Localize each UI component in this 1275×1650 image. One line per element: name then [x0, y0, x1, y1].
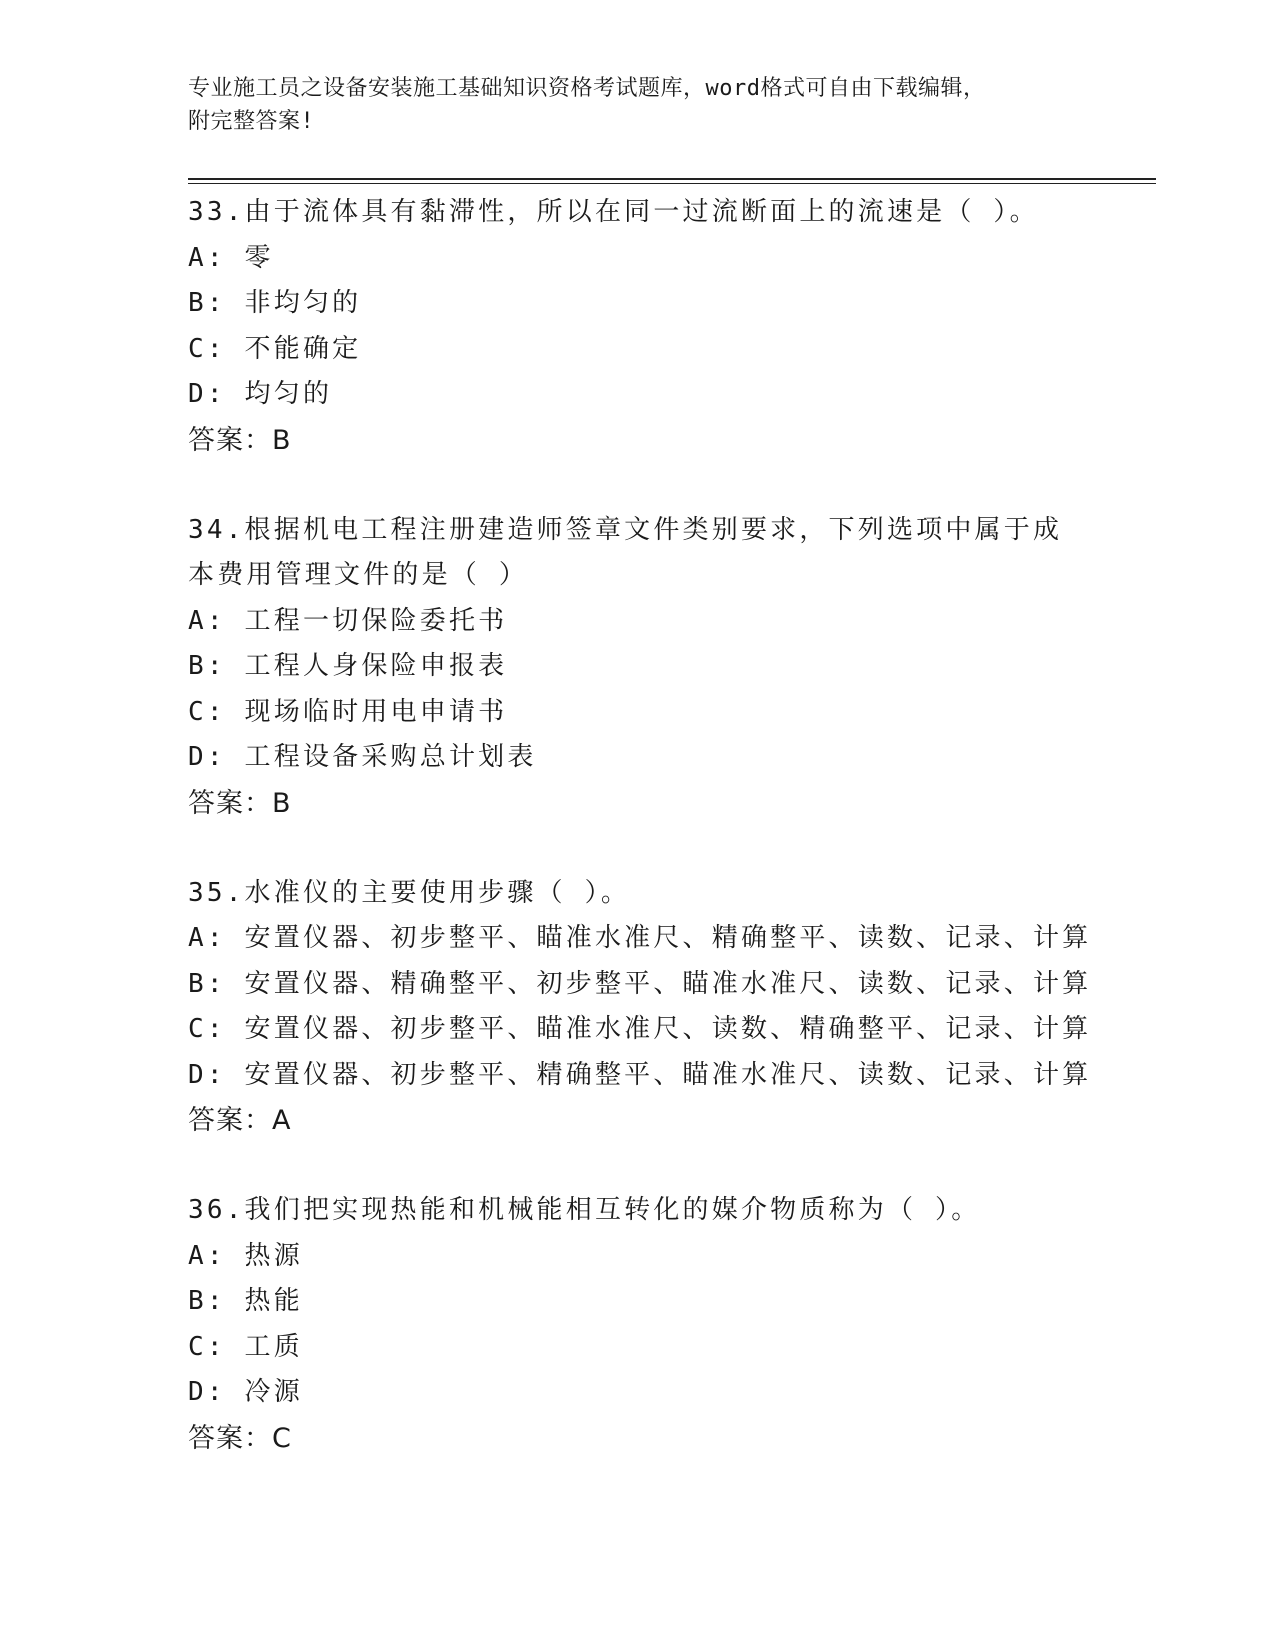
question-stem: 36.我们把实现热能和机械能相互转化的媒介物质称为（ ）。 [188, 1195, 981, 1225]
option-a: A: 热源 [188, 1240, 303, 1271]
question-34 [188, 508, 1088, 827]
option-c: C: 不能确定 [188, 333, 362, 364]
header-divider-thick [188, 178, 1156, 180]
question-stem: 34.根据机电工程注册建造师签章文件类别要求，下列选项中属于成本费用管理文件的是（ ） [188, 514, 1063, 590]
answer: 答案：B [188, 787, 292, 819]
option-c: C: 工质 [188, 1331, 303, 1362]
question-stem: 33.由于流体具有黏滞性，所以在同一过流断面上的流速是（ ）。 [188, 197, 1039, 227]
answer: 答案：A [188, 1105, 292, 1136]
option-c: C: 安置仪器、初步整平、瞄准水准尺、读数、精确整平、记录、计算 [188, 1014, 1092, 1044]
option-c: C: 现场临时用电申请书 [188, 696, 508, 727]
option-b: B: 非均匀的 [188, 288, 362, 318]
answer: 答案：C [188, 1422, 292, 1454]
header-divider-thin [188, 183, 1156, 184]
option-d: D: 均匀的 [188, 379, 333, 409]
header-line-1: 专业施工员之设备安装施工基础知识资格考试题库，word格式可自由下载编辑， [188, 76, 986, 101]
header-line-2: 附完整答案! [188, 109, 315, 134]
option-a: A: 零 [188, 242, 274, 273]
option-d: D: 安置仪器、初步整平、精确整平、瞄准水准尺、读数、记录、计算 [188, 1059, 1092, 1090]
question-33 [188, 190, 1088, 464]
question-36 [188, 1188, 1088, 1462]
question-list [188, 190, 1092, 1506]
option-b: B: 热能 [188, 1286, 303, 1316]
option-a: A: 工程一切保险委托书 [188, 605, 508, 636]
document-header [188, 72, 1068, 138]
option-b: B: 安置仪器、精确整平、初步整平、瞄准水准尺、读数、记录、计算 [188, 968, 1092, 999]
question-35 [188, 871, 1092, 1145]
option-a: A: 安置仪器、初步整平、瞄准水准尺、精确整平、读数、记录、计算 [188, 923, 1092, 953]
option-d: D: 冷源 [188, 1377, 303, 1407]
answer: 答案：B [188, 424, 292, 456]
question-stem: 35.水准仪的主要使用步骤（ ）。 [188, 877, 631, 908]
option-d: D: 工程设备采购总计划表 [188, 742, 537, 772]
option-b: B: 工程人身保险申报表 [188, 651, 508, 681]
